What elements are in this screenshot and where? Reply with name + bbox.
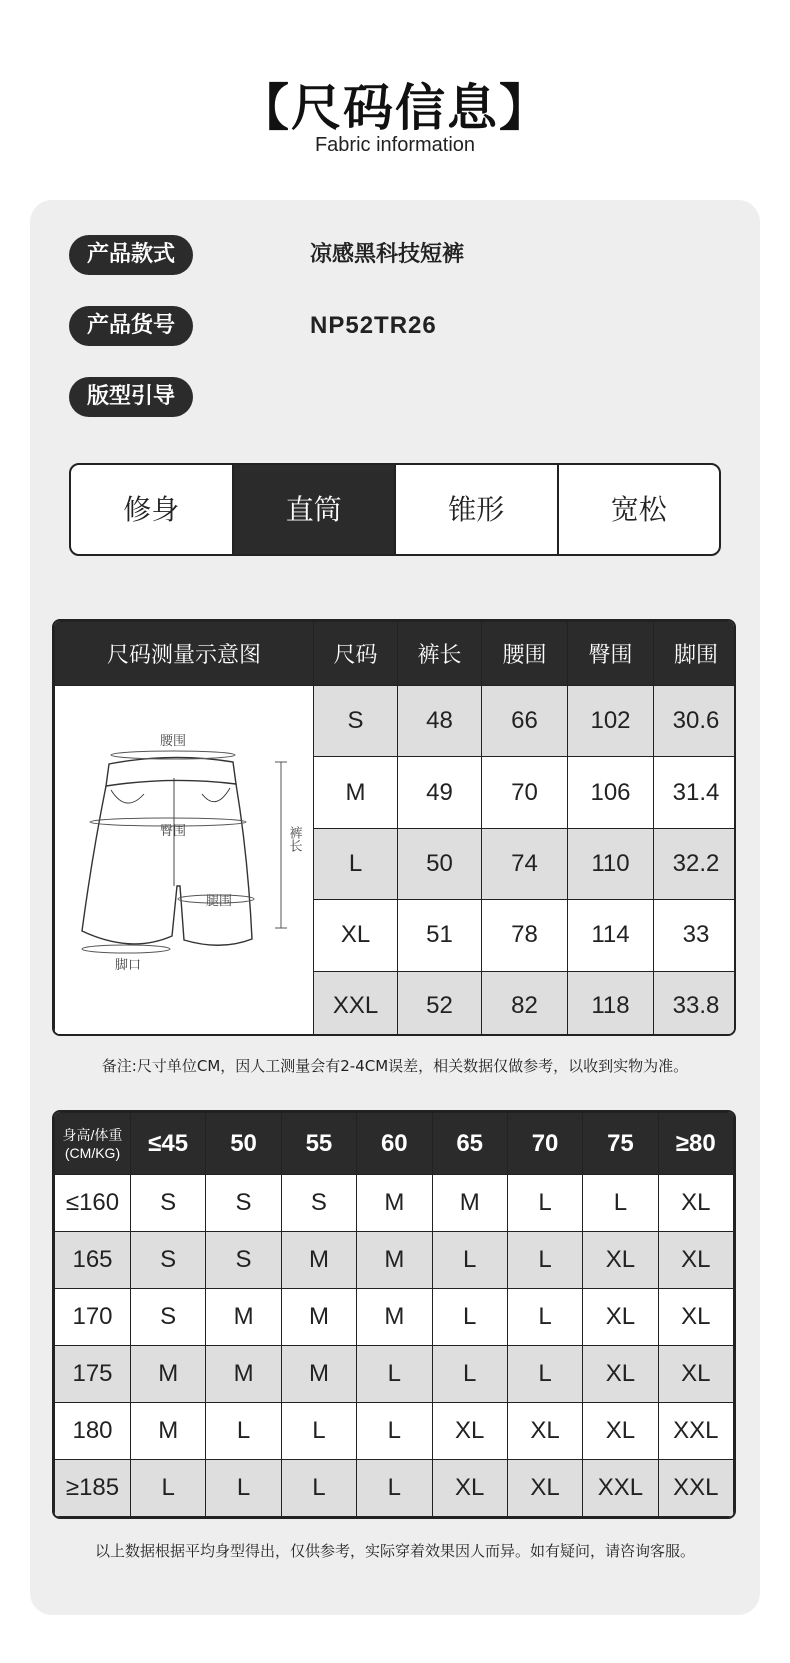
style-label: 产品款式 [69, 235, 193, 275]
hip-cell: 106 [568, 757, 654, 828]
weight-header: 70 [507, 1113, 582, 1175]
hw-row [55, 1403, 734, 1460]
hw-row [55, 1175, 734, 1232]
weight-header: 55 [281, 1113, 356, 1175]
fit-guide-label: 版型引导 [69, 377, 193, 417]
recommended-size-cell: L [206, 1403, 281, 1460]
page-subtitle: Fabric information [314, 134, 476, 156]
recommended-size-cell: S [206, 1175, 281, 1232]
hem-cell: 30.6 [654, 686, 737, 757]
recommended-size-cell: L [131, 1460, 206, 1517]
recommended-size-cell: L [432, 1232, 507, 1289]
hem-cell: 33 [654, 900, 737, 971]
header-diagram: 尺码测量示意图 [55, 622, 314, 686]
recommended-size-cell: XL [658, 1346, 733, 1403]
recommended-size-cell: L [507, 1289, 582, 1346]
recommended-size-cell: L [357, 1403, 432, 1460]
page-title: 【尺码信息】 [239, 79, 551, 137]
code-label: 产品货号 [69, 306, 193, 346]
hw-corner-line1: 身高/体重 [62, 1126, 123, 1143]
recommended-size-cell: XL [658, 1175, 733, 1232]
hip-cell: 102 [568, 686, 654, 757]
recommended-size-cell: S [281, 1175, 356, 1232]
height-cell: 175 [55, 1346, 131, 1403]
hem-cell: 31.4 [654, 757, 737, 828]
recommended-size-cell: XL [507, 1403, 582, 1460]
waist-cell: 74 [482, 828, 568, 899]
size-table [52, 619, 736, 1036]
header-size: 尺码 [314, 622, 398, 686]
recommended-size-cell: XXL [658, 1403, 733, 1460]
diagram-label-thigh: 腿围 [205, 894, 232, 909]
recommended-size-cell: M [281, 1232, 356, 1289]
size-cell: L [314, 828, 398, 899]
recommended-size-cell: M [206, 1346, 281, 1403]
recommended-size-cell: XXL [658, 1460, 733, 1517]
recommended-size-cell: S [131, 1175, 206, 1232]
recommended-size-cell: L [507, 1232, 582, 1289]
recommended-size-cell: XL [432, 1460, 507, 1517]
length-cell: 51 [398, 900, 482, 971]
fit-option-slim[interactable]: 修身 [71, 465, 234, 554]
fit-option-straight[interactable]: 直筒 [234, 465, 397, 554]
size-table-header [55, 622, 737, 686]
hw-row [55, 1289, 734, 1346]
size-cell: XL [314, 900, 398, 971]
recommended-size-cell: XL [507, 1460, 582, 1517]
hw-row [55, 1346, 734, 1403]
recommended-size-cell: L [432, 1289, 507, 1346]
recommended-size-cell: XL [583, 1232, 658, 1289]
diagram-label-hip: 臀围 [159, 824, 186, 839]
hw-table-header [55, 1113, 734, 1175]
waist-cell: 66 [482, 686, 568, 757]
hip-cell: 110 [568, 828, 654, 899]
recommended-size-cell: L [357, 1346, 432, 1403]
weight-header: ≥80 [658, 1113, 733, 1175]
height-cell: 165 [55, 1232, 131, 1289]
recommended-size-cell: L [281, 1460, 356, 1517]
recommended-size-cell: M [357, 1175, 432, 1232]
code-value: NP52TR26 [310, 312, 437, 339]
recommended-size-cell: L [281, 1403, 356, 1460]
recommended-size-cell: M [432, 1175, 507, 1232]
recommended-size-cell: XL [583, 1403, 658, 1460]
hip-cell: 118 [568, 971, 654, 1036]
length-cell: 50 [398, 828, 482, 899]
recommended-size-cell: XL [432, 1403, 507, 1460]
waist-cell: 70 [482, 757, 568, 828]
weight-header: ≤45 [131, 1113, 206, 1175]
shorts-diagram-image [56, 686, 313, 1034]
hw-corner-header [55, 1113, 131, 1175]
header-hem: 脚围 [654, 622, 737, 686]
style-value: 凉感黑科技短裤 [310, 242, 465, 267]
fit-option-tapered[interactable]: 锥形 [396, 465, 559, 554]
length-cell: 49 [398, 757, 482, 828]
height-cell: 180 [55, 1403, 131, 1460]
recommended-size-cell: M [131, 1346, 206, 1403]
recommended-size-cell: XL [583, 1346, 658, 1403]
recommended-size-cell: M [281, 1289, 356, 1346]
recommended-size-cell: M [131, 1403, 206, 1460]
weight-header: 75 [583, 1113, 658, 1175]
diagram-label-hem: 脚口 [114, 958, 141, 973]
recommended-size-cell: S [131, 1232, 206, 1289]
size-table-note: 备注:尺寸单位CM，因人工测量会有2-4CM误差，相关数据仅做参考，以收到实物为准。 [101, 1057, 689, 1075]
recommended-size-cell: S [206, 1232, 281, 1289]
recommended-size-cell: L [206, 1460, 281, 1517]
size-cell: S [314, 686, 398, 757]
recommended-size-cell: XL [583, 1289, 658, 1346]
recommended-size-cell: XL [658, 1232, 733, 1289]
length-cell: 48 [398, 686, 482, 757]
recommended-size-cell: L [432, 1346, 507, 1403]
waist-cell: 78 [482, 900, 568, 971]
recommended-size-cell: L [507, 1175, 582, 1232]
footer-note: 以上数据根据平均身型得出，仅供参考，实际穿着效果因人而异。如有疑问，请咨询客服。 [94, 1542, 695, 1560]
weight-header: 50 [206, 1113, 281, 1175]
height-weight-table [52, 1110, 736, 1519]
size-row [55, 686, 737, 757]
hem-cell: 32.2 [654, 828, 737, 899]
recommended-size-cell: M [357, 1232, 432, 1289]
measurement-diagram [55, 686, 314, 1037]
recommended-size-cell: M [206, 1289, 281, 1346]
recommended-size-cell: L [583, 1175, 658, 1232]
diagram-label-length: 裤长 [286, 826, 301, 852]
height-cell: ≥185 [55, 1460, 131, 1517]
header-waist: 腰围 [482, 622, 568, 686]
fit-option-loose[interactable]: 宽松 [610, 493, 667, 526]
diagram-label-waist: 腰围 [159, 734, 186, 749]
size-cell: M [314, 757, 398, 828]
weight-header: 65 [432, 1113, 507, 1175]
fit-selector [69, 463, 721, 556]
size-cell: XXL [314, 971, 398, 1036]
recommended-size-cell: M [357, 1289, 432, 1346]
recommended-size-cell: XXL [583, 1460, 658, 1517]
recommended-size-cell: XL [658, 1289, 733, 1346]
weight-header: 60 [357, 1113, 432, 1175]
hw-corner-line2: (CM/KG) [64, 1144, 121, 1161]
hw-row [55, 1460, 734, 1517]
recommended-size-cell: L [507, 1346, 582, 1403]
recommended-size-cell: M [281, 1346, 356, 1403]
hip-cell: 114 [568, 900, 654, 971]
hw-row [55, 1232, 734, 1289]
height-cell: ≤160 [55, 1175, 131, 1232]
length-cell: 52 [398, 971, 482, 1036]
header-hip: 臀围 [568, 622, 654, 686]
recommended-size-cell: L [357, 1460, 432, 1517]
header-length: 裤长 [398, 622, 482, 686]
hem-cell: 33.8 [654, 971, 737, 1036]
height-cell: 170 [55, 1289, 131, 1346]
recommended-size-cell: S [131, 1289, 206, 1346]
waist-cell: 82 [482, 971, 568, 1036]
